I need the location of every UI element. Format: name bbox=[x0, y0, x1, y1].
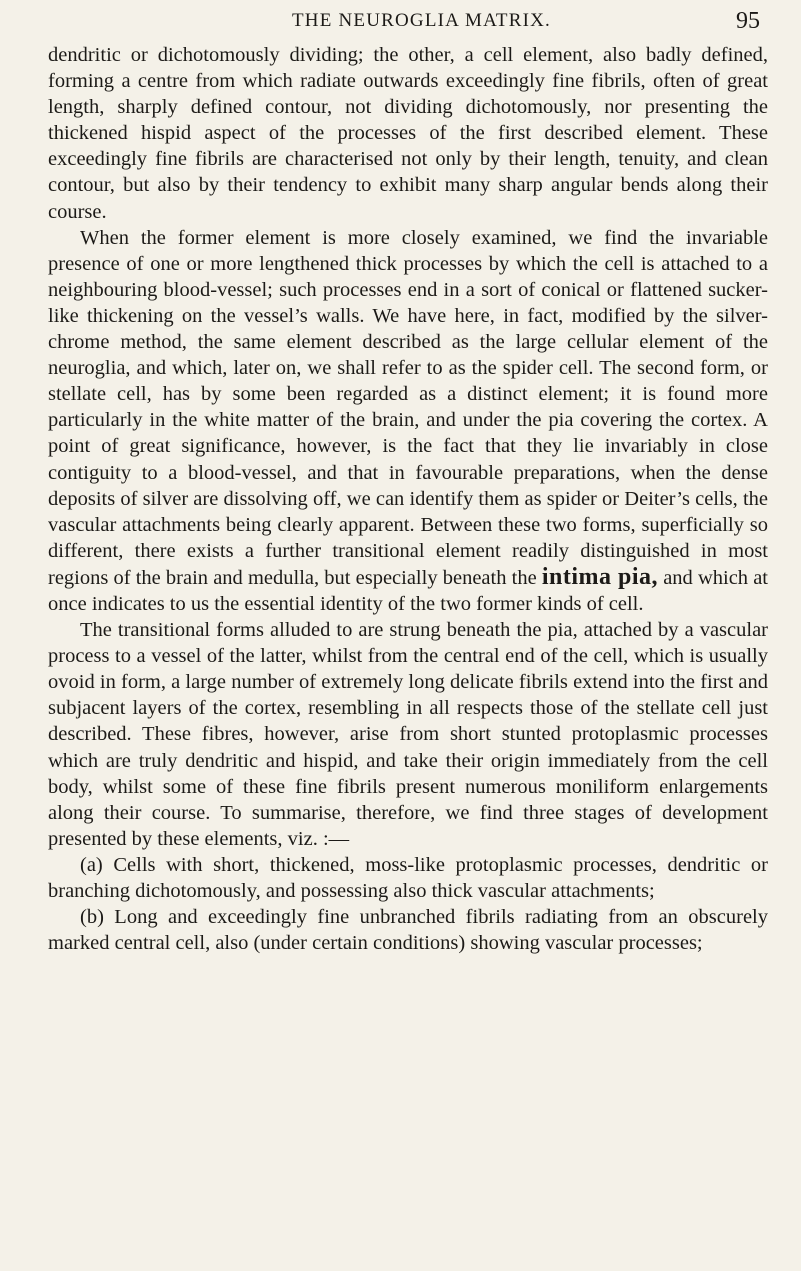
paragraph-continuation: dendritic or dichotomously dividing; the other, a cell element, also badly defined, forming a centre from which radiate outwards exceedingly fine fibrils, often of great length, sharply defined contour, not dividing dichotomously, nor presenting the thickened hispid aspect of the processes of the first described element. These exceedingly fine fibrils are characterised not only by their length, tenuity, and clean contour, but also by their tendency to exhibit many sharp angular bends along their course. bbox=[48, 44, 768, 223]
paragraph-former-element bbox=[48, 225, 768, 617]
page-number: 95 bbox=[736, 8, 760, 34]
emphasis-intima-pia: intima pia, bbox=[541, 563, 659, 590]
paragraph-transitional-forms: The transitional forms alluded to are strung beneath the pia, attached by a vascular process to a vessel of the latter, whilst from the central end of the cell, which is usually ovoid in form, a large number of extremely long delicate fibrils extend into the first and subjacent layers of the cortex, resembling in all respects those of the stellate cell just described. These fibres, however, arise from short stunted protoplasmic processes which are truly dendritic and hispid, and take their origin immediately from the cell body, whilst some of these fine fibrils present numerous moniliform enlargements along their course. To summarise, therefore, we find three stages of development presented by these elements, viz. :— bbox=[48, 619, 768, 850]
list-item-b: (b) Long and exceedingly fine unbranched fibrils radiating from an obscurely marked central cell, also (under certain conditions) showing vascular processes; bbox=[48, 906, 768, 955]
running-head bbox=[0, 6, 801, 36]
paragraph-text: When the former element is more closely examined, we find the invariable presence of one or more lengthened thick processes by which the cell is attached to a neighbouring blood-vessel; such processes end in a sort of conical or flattened sucker-like thickening on the vessel’s walls. We have here, in fact, modified by the silver-chrome method, the same element described as the large cellular element of the neuroglia, and which, later on, we shall refer to as the spider cell. The second form, or stellate cell, has by some been regarded as a distinct element; it is found more particularly in the white matter of the brain, and under the pia covering the cortex. A point of great significance, however, is the fact that they lie invariably in close contiguity to a blood-vessel, and that in favourable preparations, when the dense deposits of silver are dissolving off, we can identify them as spider or Deiter’s cells, the vascular attachments being clearly apparent. Between these two forms, superficially so different, there exists a further transitional element readily distinguished in most regions of the brain and medulla, but especially beneath the bbox=[48, 226, 768, 589]
list-item-a: (a) Cells with short, thickened, moss-like protoplasmic processes, dendritic or branching dichotomously, and possessing also thick vascular attachments; bbox=[48, 853, 768, 902]
paragraph-text: and which at once indicates to us the essential identity of the two former kinds of cell. bbox=[48, 566, 769, 615]
running-title: THE NEUROGLIA MATRIX. bbox=[292, 10, 551, 31]
body-text bbox=[48, 42, 768, 956]
